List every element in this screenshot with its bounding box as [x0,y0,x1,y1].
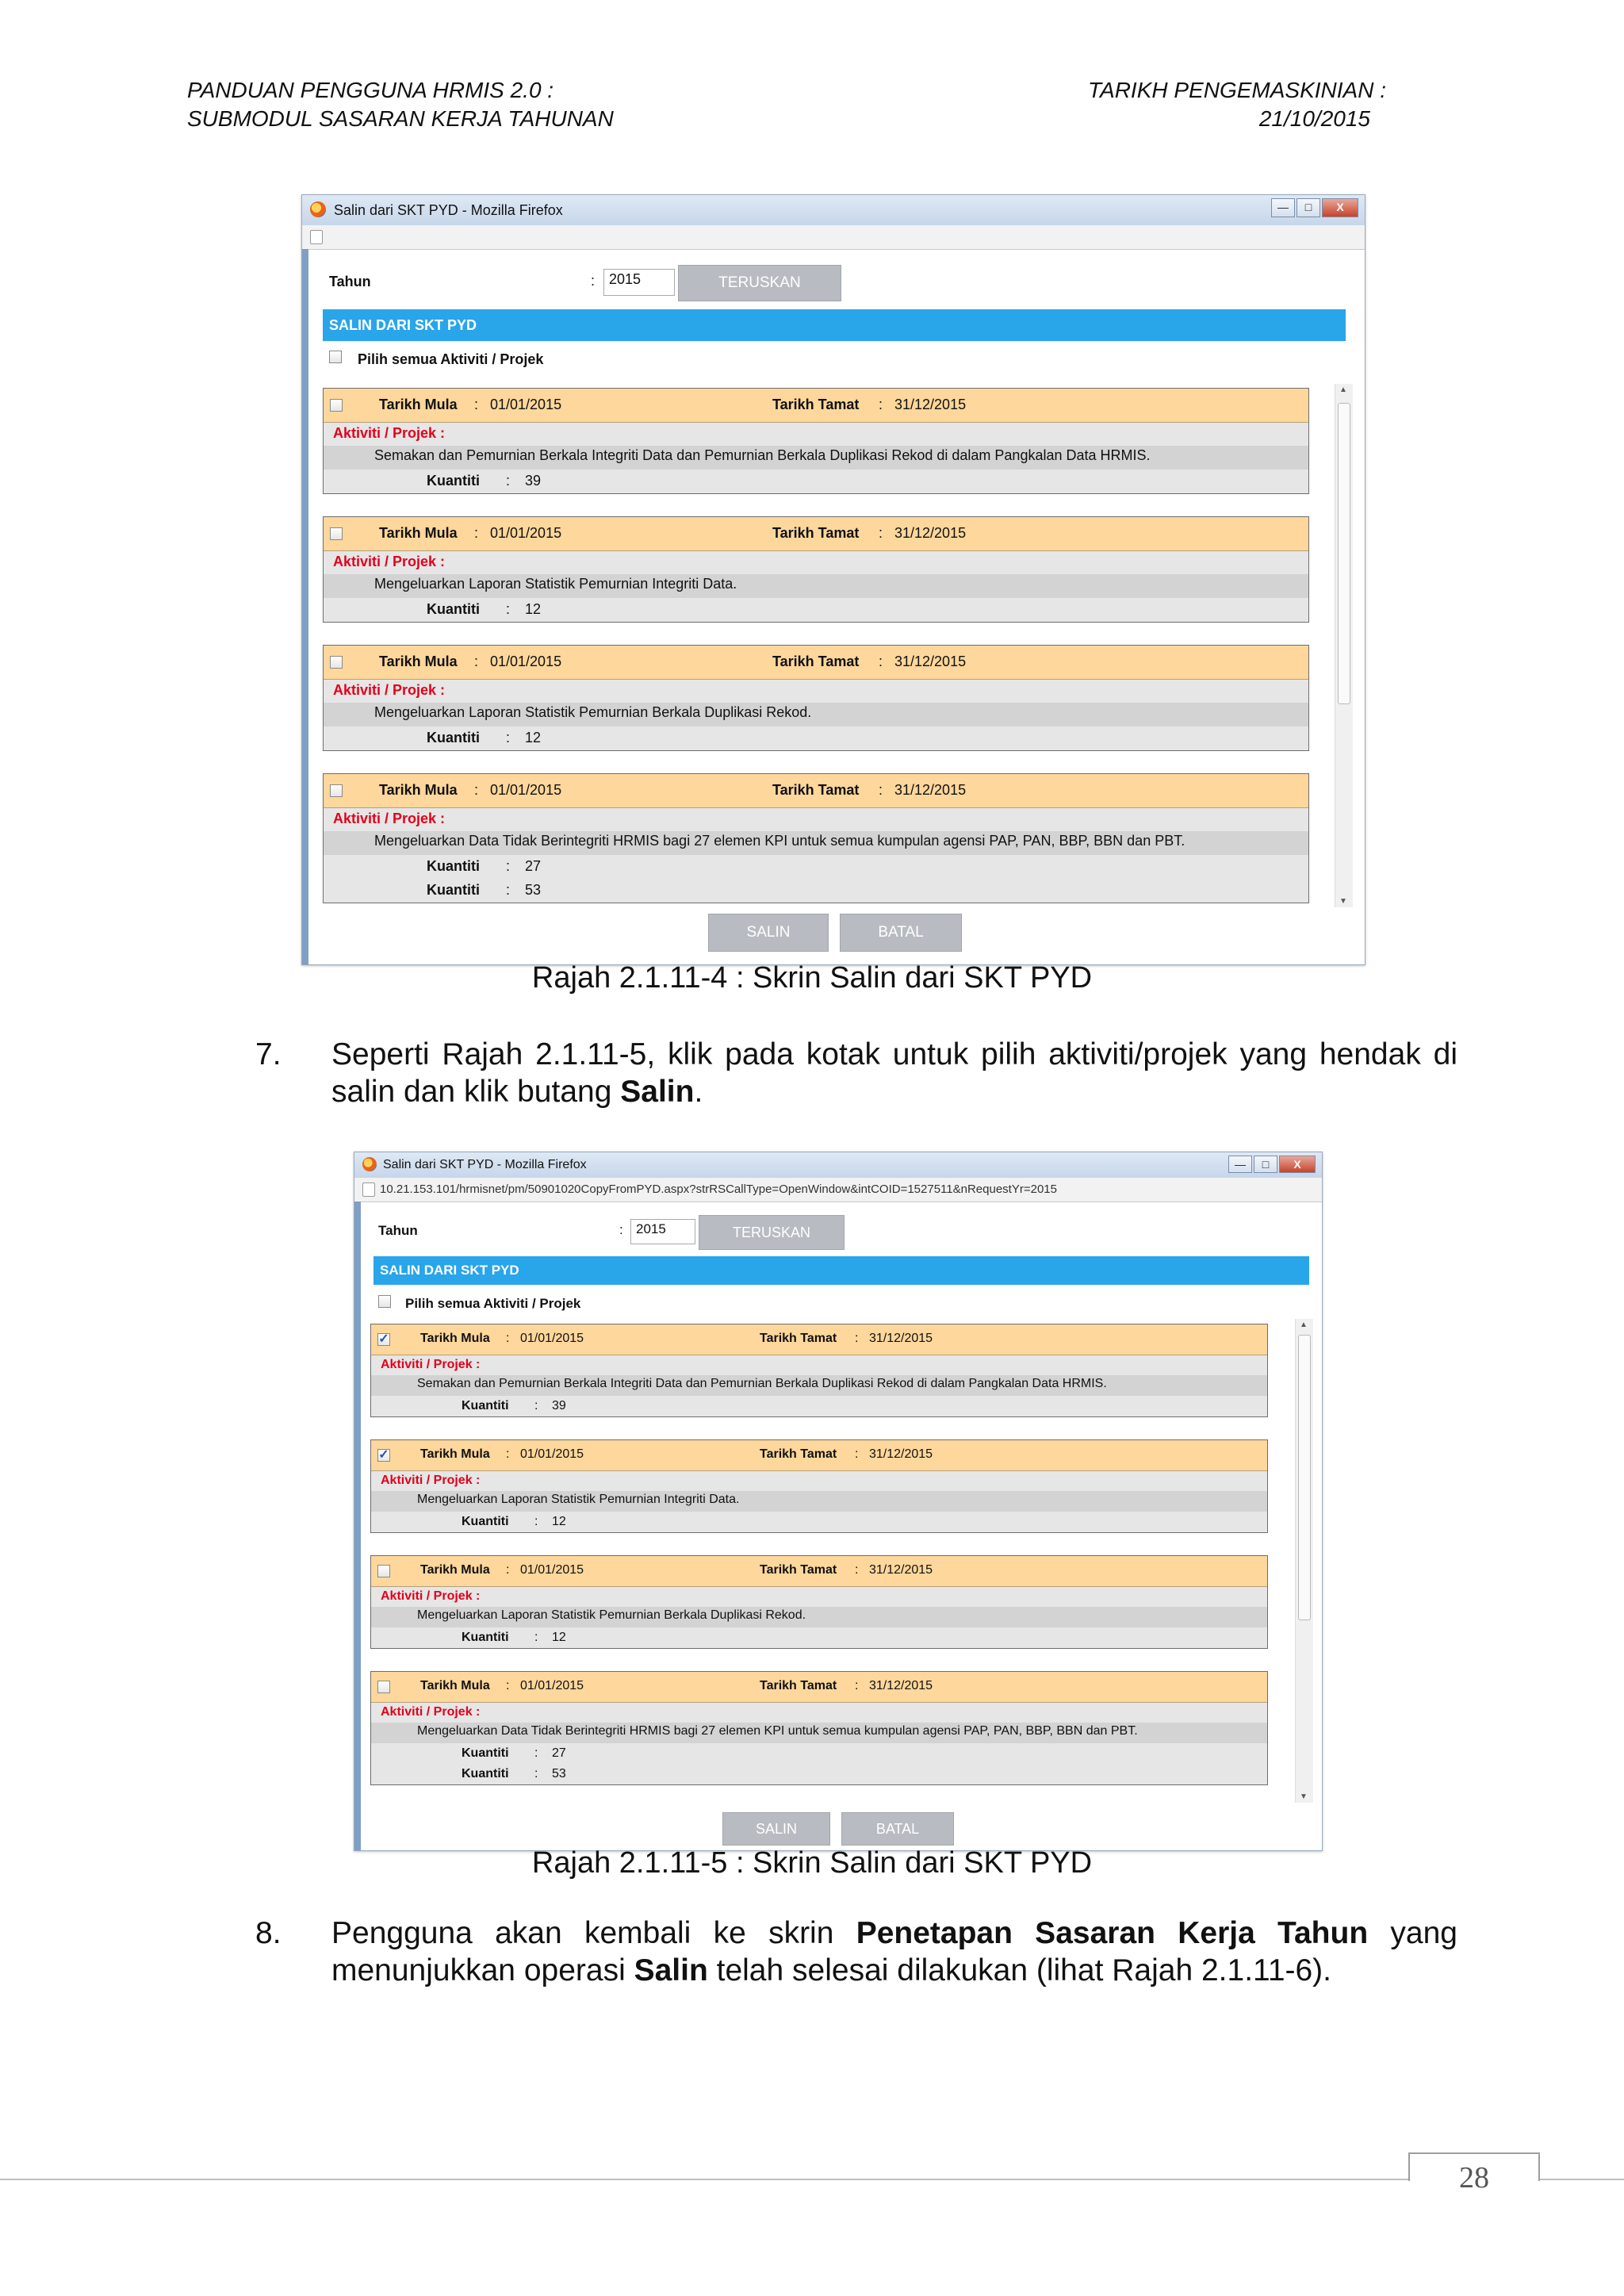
tarikh-tamat-colon: : [855,1679,859,1692]
vertical-scrollbar[interactable] [1295,1319,1313,1803]
kuantiti-colon: : [506,858,511,874]
kuantiti-label: Kuantiti [427,858,480,874]
tahun-label: Tahun [378,1223,418,1238]
aktiviti-label: Aktiviti / Projek : [381,1358,481,1371]
scroll-thumb[interactable] [1338,403,1350,704]
kuantiti-colon: : [534,1399,538,1412]
select-all-label: Pilih semua Aktiviti / Projek [358,351,544,367]
minimize-button[interactable]: — [1271,198,1295,217]
tarikh-tamat-label: Tarikh Tamat [760,1563,837,1577]
window-controls [1228,1156,1316,1173]
record-checkbox[interactable] [330,527,343,540]
step-7-text-end: . [694,1075,703,1109]
address-bar[interactable] [302,225,1365,250]
tarikh-tamat-value: 31/12/2015 [869,1563,933,1577]
tarikh-mula-value: 01/01/2015 [490,525,562,541]
aktiviti-label: Aktiviti / Projek : [381,1589,481,1603]
tarikh-tamat-colon: : [879,525,883,541]
aktiviti-label: Aktiviti / Projek : [381,1705,481,1719]
kuantiti-value: 12 [525,730,542,746]
tahun-colon: : [619,1222,623,1237]
kuantiti-value: 27 [552,1746,566,1760]
screenshot-salin-dari-skt-pyd-2 [354,1152,1323,1851]
tarikh-mula-value: 01/01/2015 [520,1332,584,1345]
tarikh-tamat-label: Tarikh Tamat [772,654,860,669]
tarikh-mula-value: 01/01/2015 [520,1563,584,1577]
tarikh-mula-label: Tarikh Mula [420,1447,490,1461]
tarikh-mula-label: Tarikh Mula [379,525,458,541]
aktiviti-description: Mengeluarkan Laporan Statistik Pemurnian Berkala Duplikasi Rekod. [417,1608,806,1622]
kuantiti-colon: : [534,1515,538,1528]
tarikh-mula-label: Tarikh Mula [379,654,458,669]
tarikh-tamat-value: 31/12/2015 [894,397,967,412]
maximize-button[interactable]: □ [1254,1156,1277,1173]
tarikh-tamat-value: 31/12/2015 [869,1332,933,1345]
window-left-edge [354,1202,361,1850]
record-card [370,1439,1268,1533]
tarikh-mula-value: 01/01/2015 [490,654,562,669]
footer-line [0,2179,1624,2180]
aktiviti-description: Mengeluarkan Laporan Statistik Pemurnian Integriti Data. [374,576,737,592]
step-7-text [331,1036,1457,1110]
record-header [371,1672,1267,1703]
tarikh-mula-label: Tarikh Mula [379,782,458,798]
firefox-icon [362,1157,377,1171]
tarikh-tamat-colon: : [879,397,883,412]
aktiviti-label: Aktiviti / Projek : [333,554,446,569]
record-header [371,1440,1267,1471]
figure-caption-1: Rajah 2.1.11-4 : Skrin Salin dari SKT PYD [531,961,1093,995]
kuantiti-value: 27 [525,858,542,874]
tarikh-mula-value: 01/01/2015 [490,782,562,798]
scroll-up-icon[interactable]: ▲ [1339,385,1347,394]
scroll-up-icon[interactable]: ▲ [1300,1320,1308,1329]
record-checkbox[interactable] [330,784,343,797]
close-button[interactable]: X [1322,198,1358,217]
header-update-date: 21/10/2015 [1258,106,1370,131]
kuantiti-label: Kuantiti [427,601,480,617]
record-checkbox[interactable] [330,656,343,669]
tarikh-tamat-label: Tarikh Tamat [772,782,860,798]
kuantiti-value: 39 [552,1399,566,1412]
record-card [323,773,1309,903]
vertical-scrollbar[interactable] [1335,384,1353,907]
aktiviti-description: Mengeluarkan Data Tidak Berintegriti HRMIS bagi 27 elemen KPI untuk semua kumpulan agensi PAP, PAN, BBP, BBN dan PBT. [374,833,1185,849]
kuantiti-colon: : [506,730,511,746]
record-header [324,517,1308,551]
kuantiti-label: Kuantiti [462,1746,509,1760]
minimize-button[interactable]: — [1228,1156,1252,1173]
select-all-checkbox[interactable] [329,351,342,363]
page-icon [362,1182,375,1197]
record-header [324,774,1308,808]
kuantiti-value: 53 [552,1767,566,1780]
aktiviti-label: Aktiviti / Projek : [333,425,446,441]
figure-caption-2: Rajah 2.1.11-5 : Skrin Salin dari SKT PYD [531,1846,1093,1880]
tarikh-tamat-value: 31/12/2015 [869,1679,933,1692]
kuantiti-colon: : [534,1767,538,1780]
step-7-number: 7. [255,1037,282,1071]
tarikh-mula-label: Tarikh Mula [379,397,458,412]
aktiviti-description: Mengeluarkan Laporan Statistik Pemurnian Berkala Duplikasi Rekod. [374,704,812,720]
teruskan-button[interactable]: TERUSKAN [678,265,841,301]
kuantiti-label: Kuantiti [462,1767,509,1780]
record-card [370,1671,1268,1785]
kuantiti-value: 39 [525,473,542,489]
window-titlebar [354,1152,1322,1179]
window-controls [1271,198,1358,217]
window-titlebar [302,195,1365,226]
kuantiti-label: Kuantiti [427,882,480,898]
kuantiti-colon: : [506,601,511,617]
step-8-bold-salin: Salin [634,1953,708,1987]
kuantiti-label: Kuantiti [462,1631,509,1644]
tarikh-mula-value: 01/01/2015 [490,397,562,412]
header-submodule-title: SUBMODUL SASARAN KERJA TAHUNAN [187,106,614,131]
record-header [371,1324,1267,1355]
screenshot-salin-dari-skt-pyd-1 [301,194,1365,965]
section-header: SALIN DARI SKT PYD [323,309,1346,341]
record-card [370,1324,1268,1417]
scroll-down-icon[interactable]: ▼ [1300,1792,1308,1801]
address-bar[interactable] [354,1178,1322,1202]
tarikh-mula-colon: : [474,654,479,669]
aktiviti-label: Aktiviti / Projek : [333,682,446,698]
tarikh-tamat-value: 31/12/2015 [894,525,967,541]
tarikh-tamat-colon: : [879,654,883,669]
kuantiti-value: 12 [552,1515,566,1528]
record-checkbox[interactable]: ✓ [378,1332,389,1346]
step-7-text-main: Seperti Rajah 2.1.11-5, klik pada kotak untuk pilih aktiviti/projek yang hendak di salin dan klik butang [331,1037,1457,1109]
tarikh-tamat-value: 31/12/2015 [869,1447,933,1461]
section-header: SALIN DARI SKT PYD [373,1256,1309,1285]
close-button[interactable]: X [1279,1156,1316,1173]
tarikh-tamat-label: Tarikh Tamat [772,525,860,541]
salin-button[interactable]: SALIN [722,1812,830,1846]
teruskan-button[interactable]: TERUSKAN [699,1215,845,1250]
select-all-checkbox[interactable] [378,1295,391,1308]
firefox-icon [310,201,326,217]
maximize-button[interactable]: □ [1297,198,1320,217]
tahun-label: Tahun [329,274,371,289]
kuantiti-colon: : [534,1746,538,1760]
record-checkbox[interactable] [377,1681,390,1693]
tarikh-mula-label: Tarikh Mula [420,1679,490,1692]
kuantiti-value: 12 [552,1631,566,1644]
aktiviti-description: Mengeluarkan Laporan Statistik Pemurnian Integriti Data. [417,1493,740,1506]
tarikh-tamat-label: Tarikh Tamat [760,1332,837,1345]
tarikh-mula-value: 01/01/2015 [520,1679,584,1692]
window-title: Salin dari SKT PYD - Mozilla Firefox [383,1158,587,1171]
kuantiti-label: Kuantiti [427,730,480,746]
tarikh-mula-colon: : [474,397,479,412]
address-url[interactable]: 10.21.153.101/hrmisnet/pm/50901020CopyFromPYD.aspx?strRSCallType=OpenWindow&intCOID=1527511&nRequestYr=2015 [380,1182,1057,1196]
kuantiti-colon: : [506,882,511,898]
scroll-thumb[interactable] [1298,1335,1311,1620]
aktiviti-description: Mengeluarkan Data Tidak Berintegriti HRMIS bagi 27 elemen KPI untuk semua kumpulan agensi PAP, PAN, BBP, BBN dan PBT. [417,1724,1138,1738]
kuantiti-colon: : [534,1631,538,1644]
step-7-bold-salin: Salin [620,1075,695,1109]
kuantiti-label: Kuantiti [462,1399,509,1412]
tarikh-mula-colon: : [474,782,479,798]
tarikh-mula-colon: : [506,1563,510,1577]
step-8-text-1: Pengguna akan kembali ke skrin [331,1916,856,1950]
step-8-text-3: telah selesai dilakukan (lihat Rajah 2.1.11-6). [707,1953,1332,1987]
batal-button[interactable]: BATAL [841,1812,954,1846]
kuantiti-label: Kuantiti [462,1515,509,1528]
tarikh-tamat-value: 31/12/2015 [894,782,967,798]
tarikh-tamat-label: Tarikh Tamat [760,1679,837,1692]
window-title: Salin dari SKT PYD - Mozilla Firefox [334,202,563,218]
tarikh-mula-colon: : [474,525,479,541]
year-input[interactable]: 2015 [603,269,675,296]
scroll-down-icon[interactable]: ▼ [1339,897,1347,906]
aktiviti-label: Aktiviti / Projek : [381,1474,481,1487]
year-input[interactable]: 2015 [630,1219,695,1244]
tarikh-tamat-label: Tarikh Tamat [760,1447,837,1461]
kuantiti-value: 12 [525,601,542,617]
record-card [323,645,1309,751]
record-header [324,646,1308,680]
record-checkbox[interactable] [330,399,343,412]
tarikh-mula-colon: : [506,1332,510,1345]
page-icon [310,230,323,244]
header-manual-title: PANDUAN PENGGUNA HRMIS 2.0 : [187,78,554,102]
tahun-colon: : [591,273,596,289]
tarikh-tamat-value: 31/12/2015 [894,654,967,669]
page-number: 28 [1408,2152,1540,2181]
record-header [324,389,1308,423]
step-8-text [331,1915,1457,1989]
tarikh-tamat-colon: : [855,1332,859,1345]
record-header [371,1556,1267,1587]
step-8-bold-screen-name: Penetapan Sasaran Kerja Tahun [856,1916,1369,1950]
step-8-number: 8. [255,1916,282,1950]
kuantiti-value: 53 [525,882,542,898]
document-header-right [1053,76,1386,133]
record-checkbox[interactable]: ✓ [378,1448,389,1462]
tarikh-mula-label: Tarikh Mula [420,1563,490,1577]
tarikh-mula-colon: : [506,1679,510,1692]
record-checkbox[interactable] [377,1565,390,1577]
step-8-text-2: yang menunjukkan operasi [331,1916,1457,1987]
tarikh-mula-colon: : [506,1447,510,1461]
kuantiti-label: Kuantiti [427,473,480,489]
aktiviti-description: Semakan dan Pemurnian Berkala Integriti Data dan Pemurnian Berkala Duplikasi Rekod di dalam Pangkalan Data HRMIS. [417,1377,1107,1390]
window-left-edge [302,249,308,964]
tarikh-tamat-label: Tarikh Tamat [772,397,860,412]
tarikh-mula-value: 01/01/2015 [520,1447,584,1461]
record-card [323,388,1309,494]
select-all-label: Pilih semua Aktiviti / Projek [405,1296,581,1311]
record-card [323,516,1309,623]
tarikh-mula-label: Tarikh Mula [420,1332,490,1345]
tarikh-tamat-colon: : [879,782,883,798]
batal-button[interactable]: BATAL [840,914,962,952]
record-card [370,1555,1268,1649]
aktiviti-label: Aktiviti / Projek : [333,811,446,826]
salin-button[interactable]: SALIN [708,914,829,952]
aktiviti-description: Semakan dan Pemurnian Berkala Integriti Data dan Pemurnian Berkala Duplikasi Rekod di dalam Pangkalan Data HRMIS. [374,447,1151,463]
tarikh-tamat-colon: : [855,1447,859,1461]
document-header-left [187,76,614,133]
header-update-label: TARIKH PENGEMASKINIAN : [1088,78,1386,102]
tarikh-tamat-colon: : [855,1563,859,1577]
kuantiti-colon: : [506,473,511,489]
